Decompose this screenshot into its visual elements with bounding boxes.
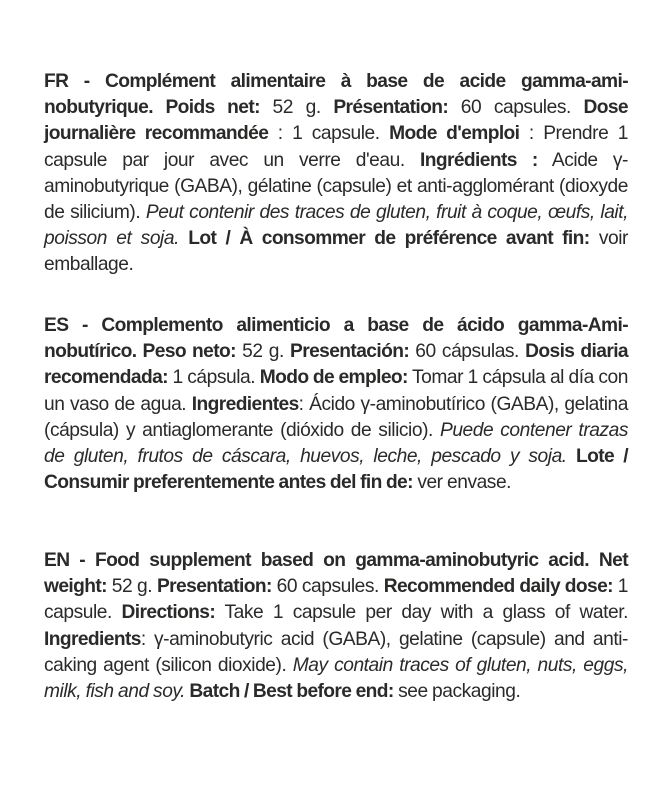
en-title: EN - Food supplement based on gamma-aminobutyric acid. Net weight:: [44, 550, 628, 598]
en-ingredients-value: : γ-aminobutyric acid (GABA), gelatine (capsule) and anti-caking agent (silicon dioxide).: [44, 628, 628, 676]
fr-directions-label: Mode d'emploi: [389, 123, 520, 145]
spanish-label-paragraph: [44, 313, 628, 496]
en-net-weight-value: 52 g.: [106, 576, 157, 598]
fr-net-weight-value: 52 g.: [259, 97, 334, 119]
fr-ingredients-value: Acide γ-aminobutyrique (GABA), gélatine (capsule) et anti-agglomérant (dioxyde de silicium).: [44, 149, 628, 224]
en-batch-value: see packaging.: [393, 681, 521, 703]
es-allergen-warning: Puede contener trazas de gluten, frutos de cáscara, huevos, leche, pescado y soja.: [44, 419, 628, 468]
fr-dose-label: Dose journalière recommandée: [44, 97, 628, 145]
fr-ingredients-label: Ingrédients :: [419, 149, 538, 171]
es-dose-value: 1 cápsula.: [167, 367, 260, 389]
fr-spacer: [179, 228, 188, 249]
en-presentation-label: Presentation:: [156, 576, 272, 598]
fr-batch-label: Lot / À consommer de préférence avant fin:: [188, 228, 590, 250]
en-batch-label: Batch / Best before end:: [189, 681, 394, 703]
en-directions-label: Directions:: [121, 602, 216, 624]
es-title: ES - Complemento alimenticio a base de ácido gamma-Ami-nobutírico. Peso neto:: [44, 315, 628, 363]
es-presentation-value: 60 cápsulas.: [409, 341, 526, 363]
en-ingredients-label: Ingredients: [44, 628, 141, 650]
es-net-weight-value: 52 g.: [235, 341, 291, 363]
fr-batch-value: voir emballage.: [44, 228, 628, 276]
fr-presentation-value: 60 capsules.: [448, 97, 584, 119]
en-allergen-warning: May contain traces of gluten, nuts, eggs, milk, fish and soy.: [44, 654, 628, 703]
es-ingredients-label: Ingredientes: [191, 393, 299, 415]
fr-title: FR - Complément alimentaire à base de acide gamma-ami-nobutyrique. Poids net:: [44, 71, 628, 119]
es-batch-label: Lote / Consumir preferentemente antes del fin de:: [44, 446, 628, 494]
fr-directions-value: : Prendre 1 capsule par jour avec un verre d'eau.: [44, 123, 628, 171]
fr-allergen-warning: Peut contenir des traces de gluten, fruit à coque, œufs, lait, poisson et soja.: [44, 202, 628, 250]
es-batch-value: ver envase.: [412, 472, 512, 494]
english-label-paragraph: [44, 548, 628, 705]
fr-presentation-label: Présentation:: [333, 97, 449, 119]
es-presentation-label: Presentación:: [290, 341, 410, 363]
en-presentation-value: 60 capsules.: [271, 576, 384, 598]
es-spacer: [567, 446, 576, 467]
es-ingredients-value: : Ácido γ-aminobutírico (GABA), gelatina (cápsula) y antiaglomerante (dióxido de silicio).: [44, 393, 628, 441]
fr-dose-value: : 1 capsule.: [268, 123, 390, 145]
french-label-paragraph: [44, 69, 628, 279]
en-dose-label: Recommended daily dose:: [383, 576, 613, 598]
es-directions-value: Tomar 1 cápsula al día con un vaso de agua.: [44, 367, 628, 415]
en-directions-value: Take 1 capsule per day with a glass of water.: [215, 602, 628, 624]
en-dose-value: 1 capsule.: [44, 576, 628, 624]
es-dose-label: Dosis diaria recomendada:: [44, 341, 628, 389]
es-directions-label: Modo de empleo:: [259, 367, 408, 389]
